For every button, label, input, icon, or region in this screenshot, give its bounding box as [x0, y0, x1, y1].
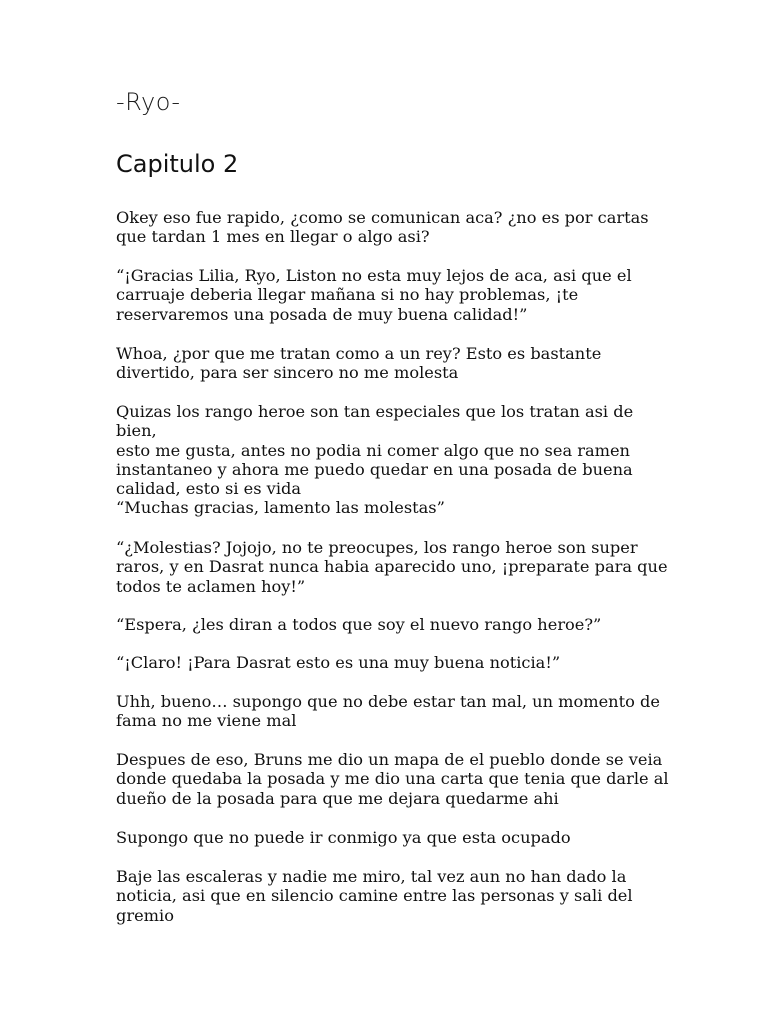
paragraph-12: Baje las escaleras y nadie me miro, tal vez aun no han dado la noticia, asi que en silencio camine entre las personas y sali del gremio: [116, 867, 633, 925]
paragraph-2: “¡Gracias Lilia, Ryo, Liston no esta muy lejos de aca, asi que el carruaje deberia llegar mañana si no hay problemas, ¡te reservaremos una posada de muy buena calidad!”: [116, 266, 632, 324]
chapter-title: Capitulo 2: [116, 150, 239, 178]
paragraph-4: Quizas los rango heroe son tan especiales que los tratan asi de bien, esto me gusta, antes no podia ni comer algo que no sea ramen instantaneo y ahora me puedo quedar en una posada de buena calidad, esto si es vida: [116, 402, 634, 499]
paragraph-9: Uhh, bueno… supongo que no debe estar tan mal, un momento de fama no me viene mal: [116, 692, 660, 731]
paragraph-6: “¿Molestias? Jojojo, no te preocupes, los rango heroe son super raros, y en Dasrat nunca habia aparecido uno, ¡preparate para que todos te aclamen hoy!”: [116, 538, 668, 596]
paragraph-3: Whoa, ¿por que me tratan como a un rey? Esto es bastante divertido, para ser sincero no me molesta: [116, 344, 602, 383]
paragraph-7: “Espera, ¿les diran a todos que soy el nuevo rango heroe?”: [116, 615, 602, 634]
paragraph-11: Supongo que no puede ir conmigo ya que esta ocupado: [116, 828, 571, 847]
paragraph-8: “¡Claro! ¡Para Dasrat esto es una muy buena noticia!”: [116, 653, 561, 672]
paragraph-5: “Muchas gracias, lamento las molestas”: [116, 498, 445, 517]
paragraph-1: Okey eso fue rapido, ¿como se comunican aca? ¿no es por cartas que tardan 1 mes en llegar o algo asi?: [116, 208, 649, 247]
author-name: -Ryo-: [116, 88, 181, 116]
paragraph-10: Despues de eso, Bruns me dio un mapa de el pueblo donde se veia donde quedaba la posada y me dio una carta que tenia que darle al dueño de la posada para que me dejara quedarme ahi: [116, 750, 669, 808]
